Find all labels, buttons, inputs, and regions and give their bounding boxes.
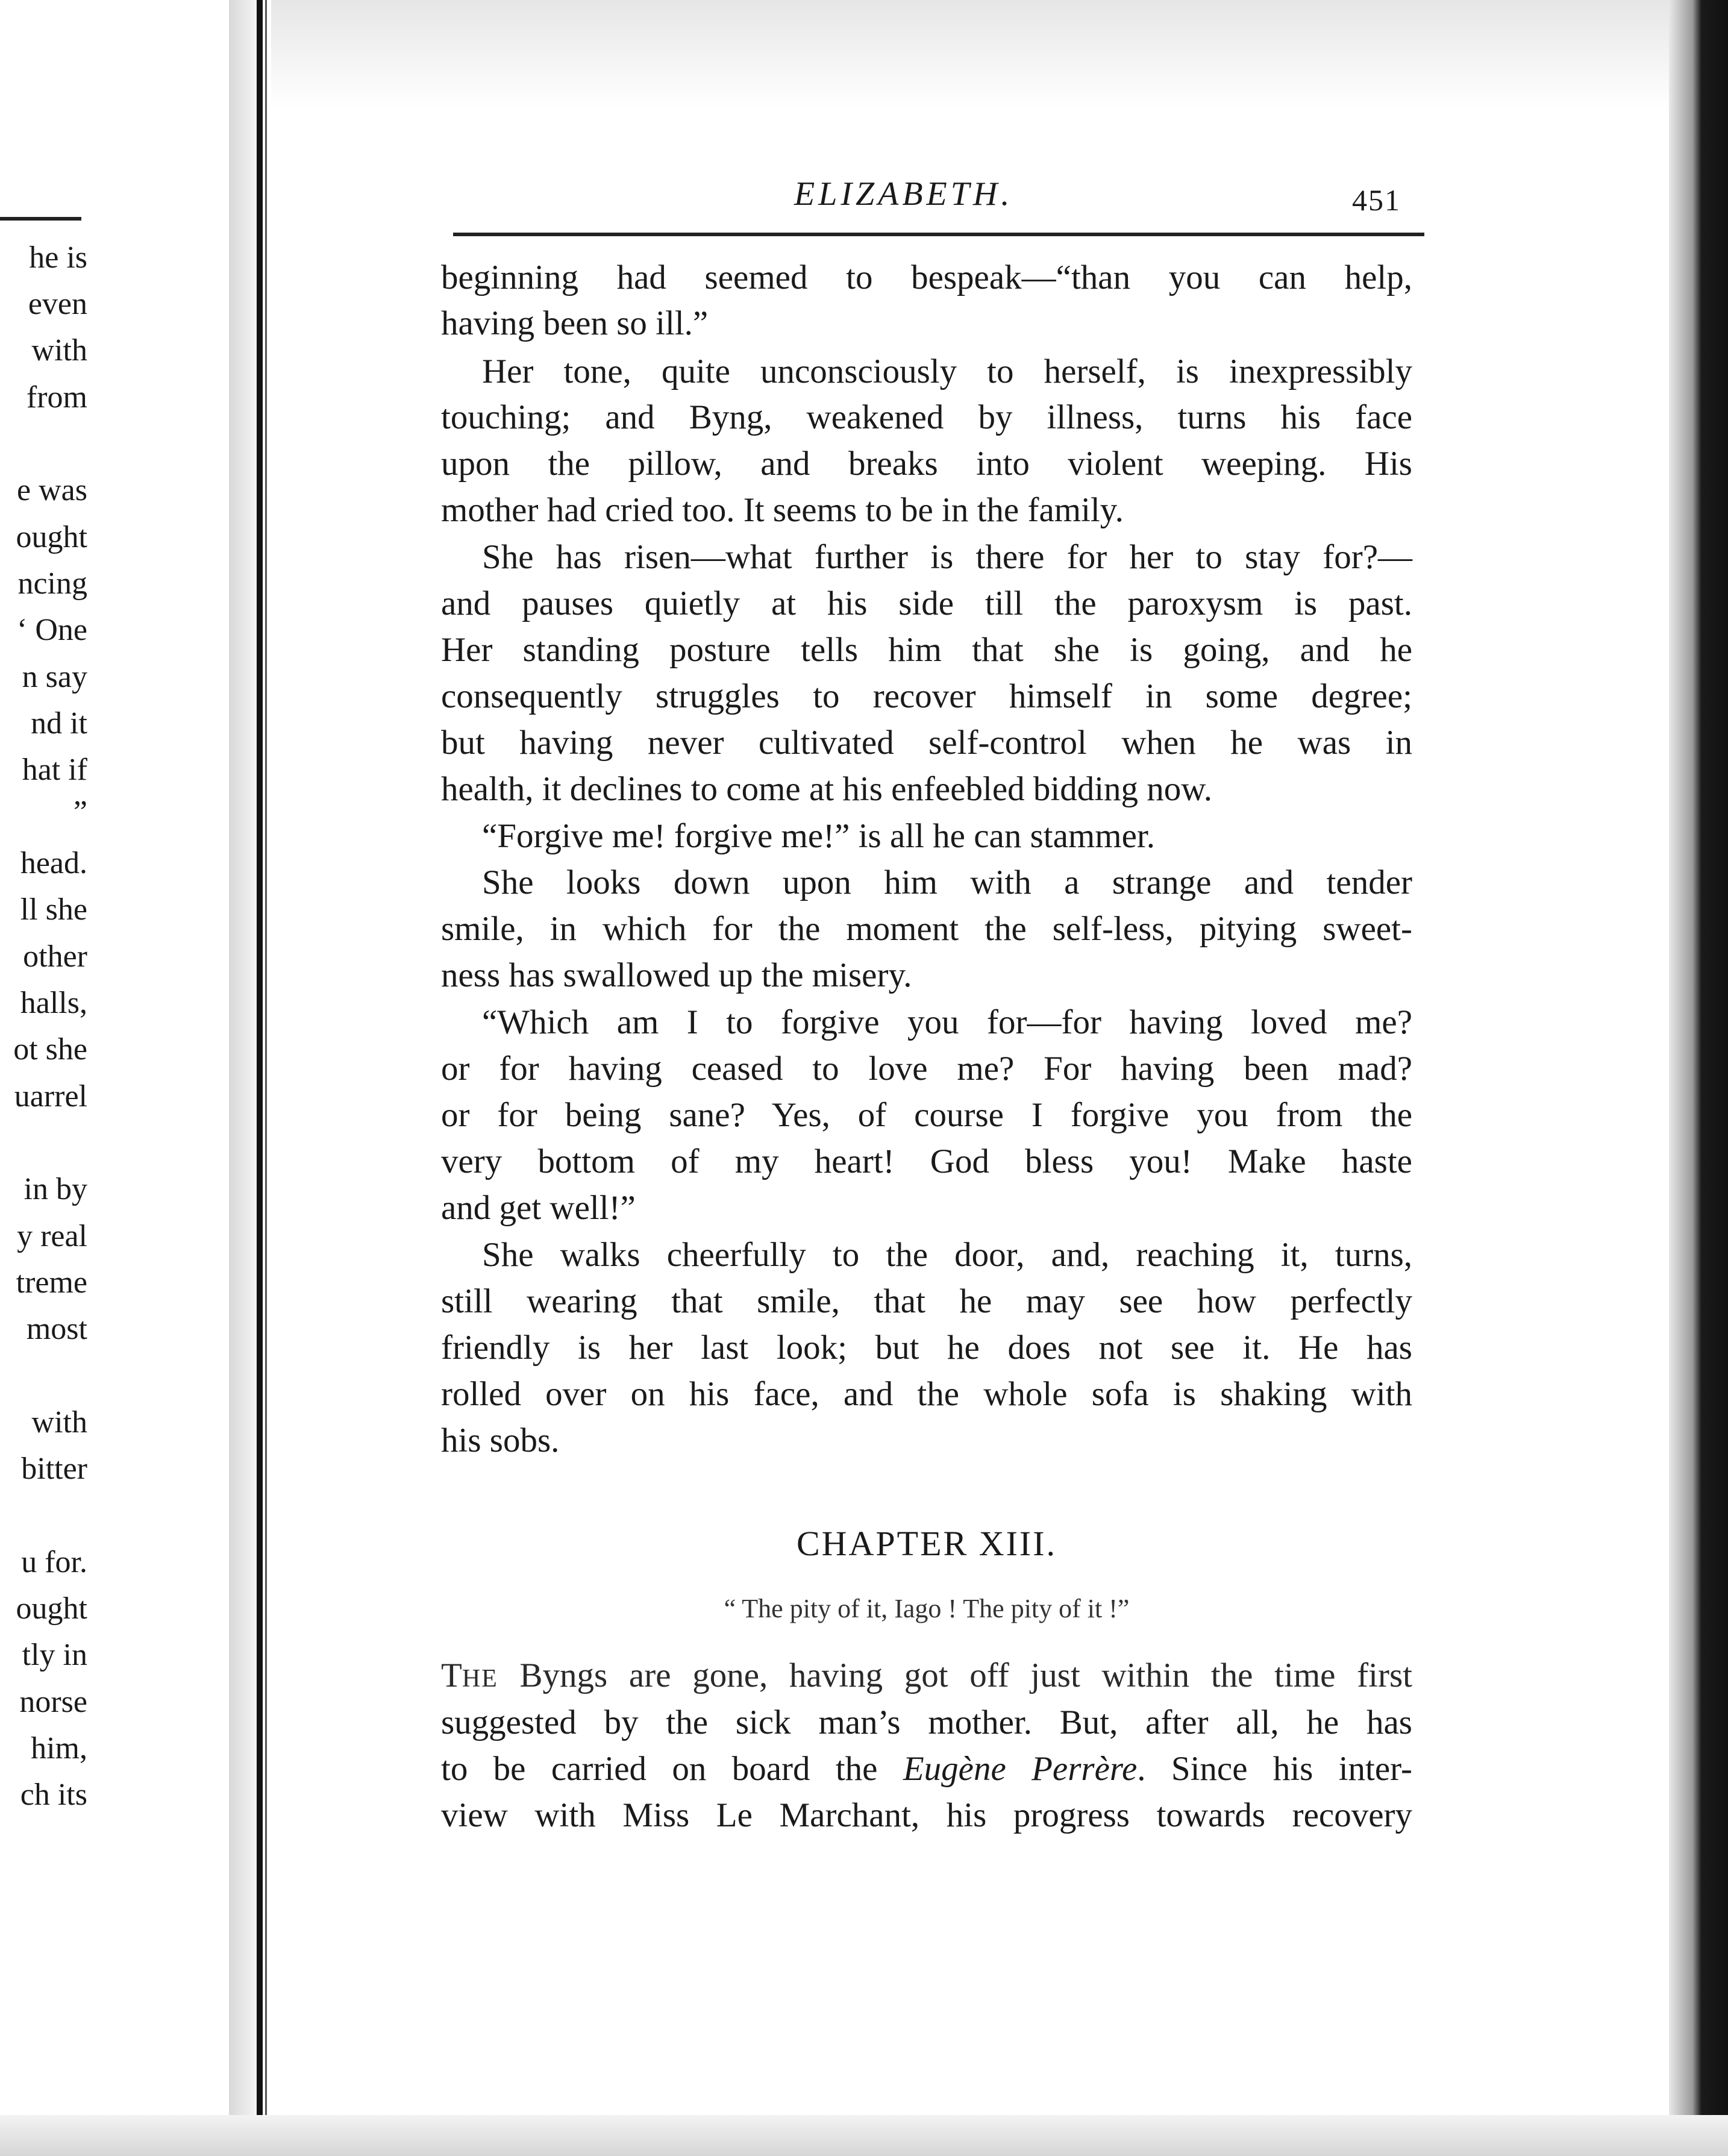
text-line: beginning had seemed to bespeak—“than you can help, bbox=[441, 259, 1412, 296]
left-line: with bbox=[31, 1405, 87, 1440]
left-line: hat if bbox=[22, 753, 87, 787]
text-line: having been so ill.” bbox=[441, 304, 709, 342]
text-line: but having never cultivated self-control when he was in bbox=[441, 724, 1412, 762]
left-line: even bbox=[28, 287, 87, 321]
text-line: “Forgive me! forgive me!” is all he can stammer. bbox=[482, 817, 1155, 855]
text-line: ness has swallowed up the misery. bbox=[441, 956, 912, 994]
left-line: u for. bbox=[21, 1545, 87, 1579]
book-spine-edge bbox=[257, 0, 263, 2156]
text-span: to be carried on board the bbox=[441, 1750, 903, 1788]
left-line: most bbox=[26, 1312, 87, 1346]
chapter-title: CHAPTER XIII. bbox=[796, 1524, 1057, 1563]
text-line: She walks cheerfully to the door, and, reaching it, turns, bbox=[482, 1236, 1412, 1274]
text-line: Her standing posture tells him that she is going, and he bbox=[441, 631, 1412, 669]
epigraph: “ The pity of it, Iago ! The pity of it !” bbox=[724, 1594, 1130, 1623]
text-line: or for being sane? Yes, of course I forgive you from the bbox=[441, 1096, 1412, 1134]
chapter-opening-line bbox=[441, 1658, 1412, 1693]
text-line: She has risen—what further is there for her to stay for?— bbox=[482, 538, 1412, 576]
left-line: ” bbox=[73, 795, 87, 829]
text-line: smile, in which for the moment the self-less, pitying sweet- bbox=[441, 910, 1412, 948]
left-line: in by bbox=[23, 1172, 87, 1206]
left-line: ncing bbox=[17, 566, 87, 601]
small-caps-word: HE bbox=[462, 1665, 498, 1693]
text-line: “Which am I to forgive you for—for having loved me? bbox=[482, 1003, 1412, 1041]
page-bottom-edge bbox=[0, 2115, 1728, 2156]
text-line: his sobs. bbox=[441, 1421, 560, 1459]
left-line: with bbox=[31, 333, 87, 368]
header-rule bbox=[453, 233, 1424, 236]
left-line: ought bbox=[16, 1591, 87, 1626]
text-line: and get well!” bbox=[441, 1189, 636, 1227]
running-head: ELIZABETH. bbox=[794, 175, 1013, 213]
left-line: he is bbox=[29, 240, 87, 275]
left-line: head. bbox=[20, 846, 87, 880]
left-line: other bbox=[23, 939, 87, 974]
text-line: rolled over on his face, and the whole sofa is shaking with bbox=[441, 1375, 1412, 1413]
text-span: Byngs are gone, having got off just within the time first bbox=[498, 1656, 1412, 1694]
text-line: and pauses quietly at his side till the paroxysm is past. bbox=[441, 584, 1412, 622]
drop-initial: T bbox=[441, 1656, 462, 1694]
text-line: very bottom of my heart! God bless you! Make haste bbox=[441, 1142, 1412, 1180]
page-right-edge bbox=[1669, 0, 1728, 2156]
left-line: ought bbox=[16, 520, 87, 554]
left-line: ll she bbox=[20, 892, 87, 927]
left-line: bitter bbox=[21, 1452, 87, 1486]
left-line: ‘ One bbox=[17, 613, 87, 647]
text-line: Her tone, quite unconsciously to herself, is inexpressibly bbox=[482, 353, 1412, 390]
left-line: ot she bbox=[13, 1032, 87, 1067]
left-line: from bbox=[26, 380, 87, 415]
text-line: touching; and Byng, weakened by illness, turns his face bbox=[441, 398, 1412, 436]
text-line: view with Miss Le Marchant, his progress towards recovery bbox=[441, 1796, 1412, 1834]
text-line: suggested by the sick man’s mother. But, after all, he has bbox=[441, 1703, 1412, 1741]
book-spine-edge-inner bbox=[265, 0, 267, 2156]
text-line: health, it declines to come at his enfeebled bidding now. bbox=[441, 770, 1213, 808]
text-line: She looks down upon him with a strange and tender bbox=[482, 863, 1412, 901]
left-line: him, bbox=[31, 1731, 87, 1766]
page-number: 451 bbox=[1352, 183, 1401, 217]
left-line: n say bbox=[22, 660, 87, 694]
left-line: norse bbox=[19, 1685, 87, 1719]
left-line: treme bbox=[16, 1265, 87, 1300]
text-line: mother had cried too. It seems to be in the family. bbox=[441, 491, 1124, 529]
text-line: consequently struggles to recover himself in some degree; bbox=[441, 677, 1412, 715]
text-span: . Since his inter- bbox=[1137, 1750, 1413, 1788]
left-page-head-rule bbox=[0, 217, 81, 221]
left-line: e was bbox=[17, 473, 87, 507]
text-line: still wearing that smile, that he may see how perfectly bbox=[441, 1282, 1412, 1320]
text-line bbox=[441, 1752, 1412, 1786]
text-line: friendly is her last look; but he does not see it. He has bbox=[441, 1329, 1412, 1367]
text-line: or for having ceased to love me? For having been mad? bbox=[441, 1050, 1412, 1088]
text-line: upon the pillow, and breaks into violent weeping. His bbox=[441, 445, 1412, 483]
left-line: uarrel bbox=[14, 1079, 87, 1114]
page-top-shadow bbox=[269, 0, 1673, 108]
left-line: nd it bbox=[31, 706, 87, 741]
left-line: tly in bbox=[22, 1638, 87, 1672]
left-line: y real bbox=[17, 1219, 87, 1253]
left-line: ch its bbox=[20, 1778, 87, 1812]
left-line: halls, bbox=[20, 986, 87, 1020]
ship-name: Eugène Perrère bbox=[903, 1750, 1138, 1788]
